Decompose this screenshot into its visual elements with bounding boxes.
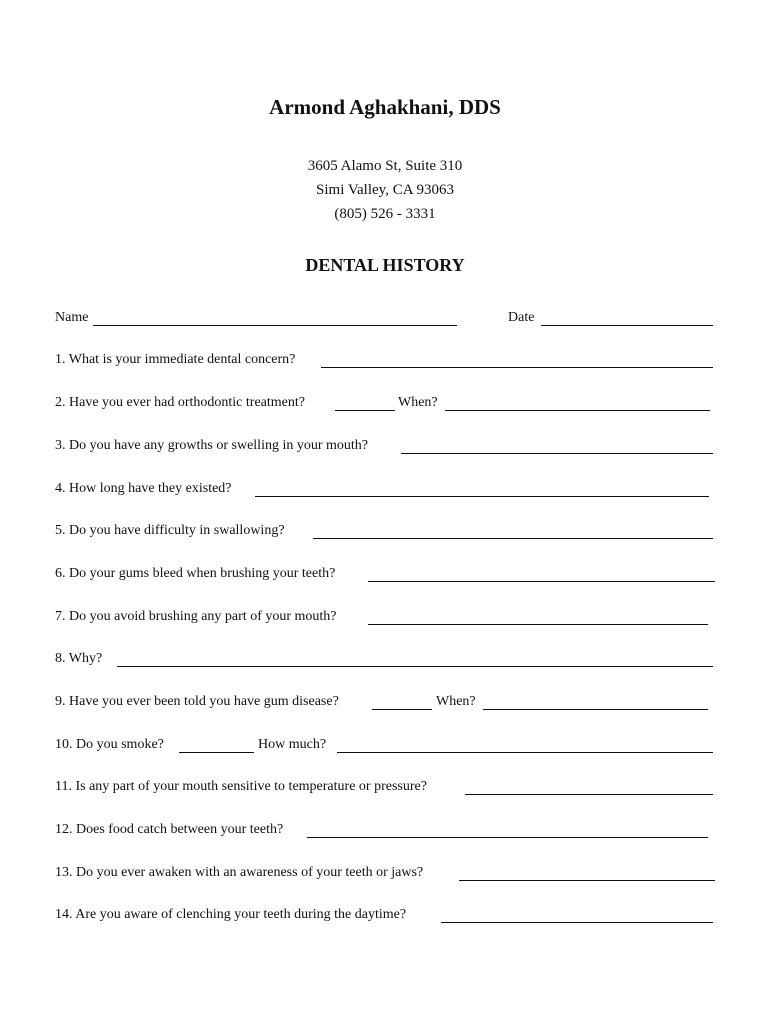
date-label: Date bbox=[508, 310, 535, 325]
question-label: 2. Have you ever had orthodontic treatment? bbox=[55, 395, 305, 410]
question-label: 14. Are you aware of clenching your teeth during the daytime? bbox=[55, 907, 407, 922]
answer-field[interactable] bbox=[368, 581, 715, 582]
address-line-1: 3605 Alamo St, Suite 310 bbox=[307, 158, 463, 174]
question-sublabel: When? bbox=[398, 395, 438, 410]
question-row bbox=[55, 566, 715, 586]
question-row bbox=[55, 907, 715, 927]
question-label: 8. Why? bbox=[55, 651, 103, 666]
question-label: 10. Do you smoke? bbox=[55, 737, 164, 752]
question-label: 3. Do you have any growths or swelling in your mouth? bbox=[55, 438, 369, 453]
question-label: 9. Have you ever been told you have gum disease? bbox=[55, 694, 339, 709]
answer-field[interactable] bbox=[368, 624, 708, 625]
answer-field[interactable] bbox=[313, 538, 713, 539]
address-line-2: Simi Valley, CA 93063 bbox=[316, 182, 454, 198]
question-row bbox=[55, 694, 715, 714]
form-title: DENTAL HISTORY bbox=[305, 255, 465, 275]
answer-field[interactable] bbox=[117, 666, 713, 667]
when-field[interactable] bbox=[483, 709, 708, 710]
question-row bbox=[55, 438, 715, 458]
question-label: 13. Do you ever awaken with an awareness of your teeth or jaws? bbox=[55, 865, 424, 880]
question-label: 4. How long have they existed? bbox=[55, 481, 232, 496]
question-label: 5. Do you have difficulty in swallowing? bbox=[55, 523, 285, 538]
question-label: 11. Is any part of your mouth sensitive to temperature or pressure? bbox=[55, 779, 427, 794]
answer-field[interactable] bbox=[307, 837, 708, 838]
question-row bbox=[55, 481, 715, 501]
question-sublabel: When? bbox=[436, 694, 476, 709]
phone-number: (805) 526 - 3331 bbox=[334, 206, 436, 222]
question-sublabel: How much? bbox=[258, 737, 327, 752]
answer-field[interactable] bbox=[335, 410, 395, 411]
question-row bbox=[55, 395, 715, 415]
how-much-field[interactable] bbox=[337, 752, 713, 753]
question-row bbox=[55, 651, 715, 671]
answer-field[interactable] bbox=[459, 880, 715, 881]
question-label: 7. Do you avoid brushing any part of your mouth? bbox=[55, 609, 337, 624]
question-row bbox=[55, 609, 715, 629]
question-label: 6. Do your gums bleed when brushing your teeth? bbox=[55, 566, 336, 581]
question-row bbox=[55, 865, 715, 885]
answer-field[interactable] bbox=[441, 922, 713, 923]
question-label: 1. What is your immediate dental concern? bbox=[55, 352, 296, 367]
question-row bbox=[55, 352, 715, 372]
question-row bbox=[55, 737, 715, 757]
answer-field[interactable] bbox=[372, 709, 432, 710]
answer-field[interactable] bbox=[465, 794, 713, 795]
answer-field[interactable] bbox=[321, 367, 713, 368]
question-row bbox=[55, 822, 715, 842]
practice-name: Armond Aghakhani, DDS bbox=[269, 95, 501, 119]
name-date-row bbox=[55, 310, 715, 330]
question-row bbox=[55, 523, 715, 543]
question-row bbox=[55, 779, 715, 799]
answer-field[interactable] bbox=[401, 453, 713, 454]
name-field[interactable] bbox=[93, 325, 457, 326]
when-field[interactable] bbox=[445, 410, 710, 411]
answer-field[interactable] bbox=[179, 752, 254, 753]
name-label: Name bbox=[55, 310, 89, 325]
question-label: 12. Does food catch between your teeth? bbox=[55, 822, 284, 837]
date-field[interactable] bbox=[541, 325, 713, 326]
answer-field[interactable] bbox=[255, 496, 709, 497]
